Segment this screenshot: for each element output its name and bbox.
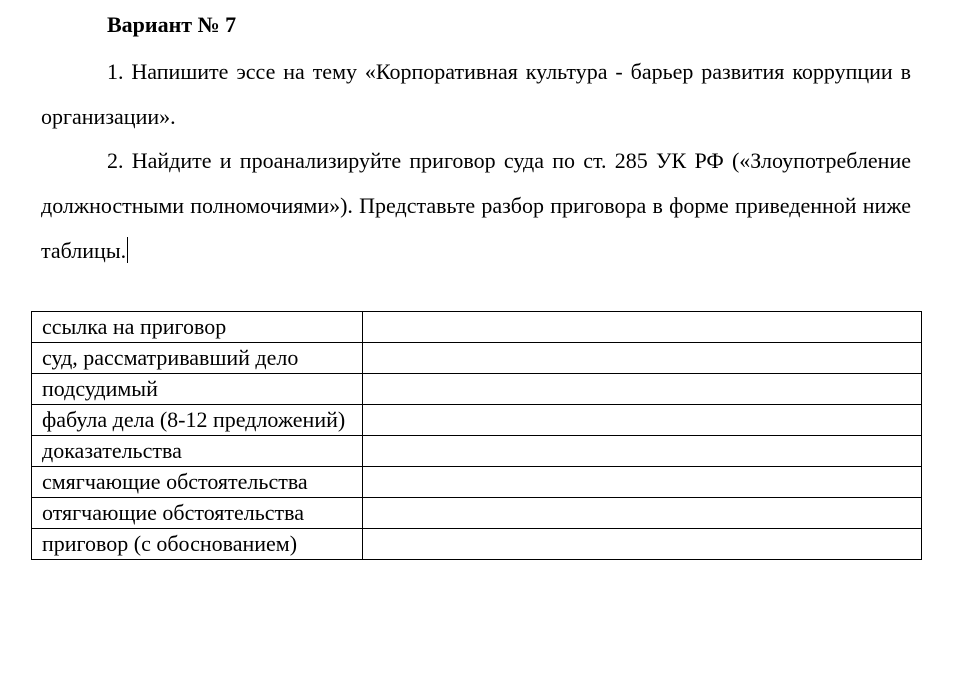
row-label: фабула дела (8-12 предложений) (32, 405, 363, 436)
table-row (32, 436, 922, 467)
verdict-analysis-table (31, 311, 922, 560)
row-value-cell[interactable] (363, 374, 922, 405)
row-label: суд, рассматривавший дело (32, 343, 363, 374)
row-value-cell[interactable] (363, 467, 922, 498)
row-value-cell[interactable] (363, 436, 922, 467)
row-label: смягчающие обстоятельства (32, 467, 363, 498)
table-row (32, 374, 922, 405)
row-value-cell[interactable] (363, 343, 922, 374)
table-row (32, 467, 922, 498)
task-2-text: 2. Найдите и проанализируйте приговор суда по ст. 285 УК РФ («Злоупотребление должностными полномочиями»). Представьте разбор приговора в форме приведенной ниже таблицы. (41, 148, 911, 263)
table-row (32, 312, 922, 343)
row-value-cell[interactable] (363, 529, 922, 560)
row-value-cell[interactable] (363, 405, 922, 436)
variant-title: Вариант № 7 (107, 12, 237, 37)
table-row (32, 529, 922, 560)
row-label: приговор (с обоснованием) (32, 529, 363, 560)
row-label: отягчающие обстоятельства (32, 498, 363, 529)
text-cursor (127, 237, 128, 263)
row-label: ссылка на приговор (32, 312, 363, 343)
table-row (32, 343, 922, 374)
task-2-paragraph[interactable] (41, 138, 911, 273)
table-row (32, 498, 922, 529)
task-1-paragraph[interactable]: 1. Напишите эссе на тему «Корпоративная культура - барьер развития коррупции в организации». (41, 59, 911, 129)
row-value-cell[interactable] (363, 498, 922, 529)
row-label: доказательства (32, 436, 363, 467)
row-label: подсудимый (32, 374, 363, 405)
row-value-cell[interactable] (363, 312, 922, 343)
table-row (32, 405, 922, 436)
